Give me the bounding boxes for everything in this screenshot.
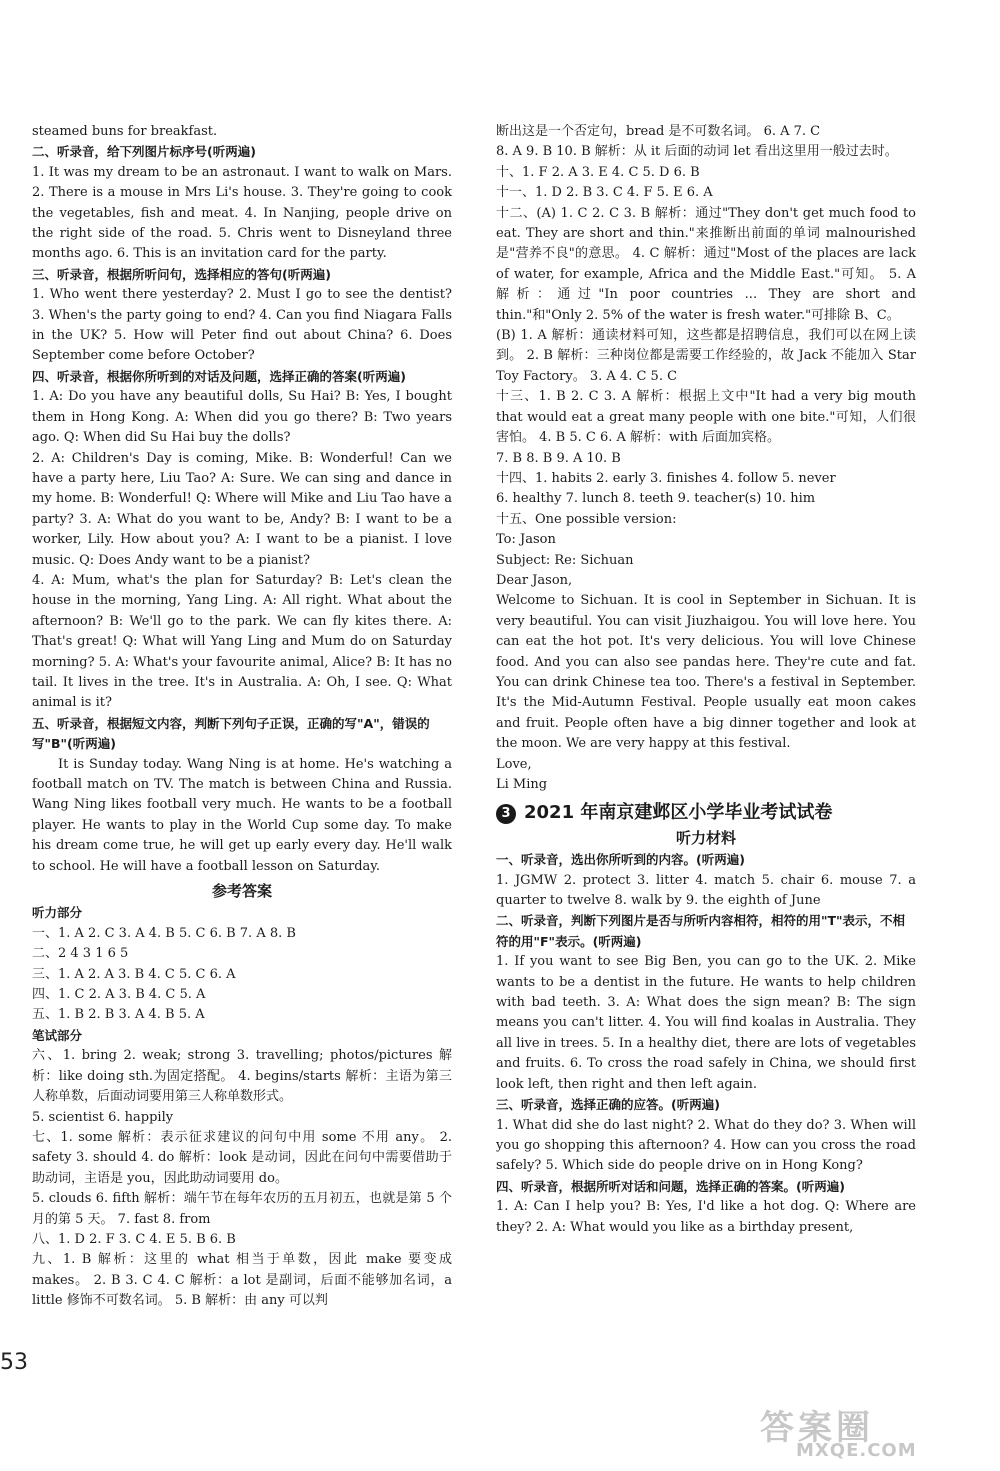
paragraph: 十、1. F 2. A 3. E 4. C 5. D 6. B: [496, 164, 700, 180]
paragraph: To: Jason: [496, 532, 556, 548]
paragraph: Subject: Re: Sichuan: [496, 552, 634, 568]
paragraph: 五、1. B 2. B 3. A 4. B 5. A: [32, 1007, 205, 1023]
paragraph: 二、2 4 3 1 6 5: [32, 946, 129, 962]
paragraph: 1. A: Do you have any beautiful dolls, Su Hai? B: Yes, I bought them in Hong Kong. A: When did you go there? B: Two years ago. Q: When did Su Hai buy the dolls?: [32, 389, 452, 446]
paragraph: (B) 1. A 解析：通读材料可知，这些都是招聘信息，我们可以在网上读到。 2. B 解析：三种岗位都是需要工作经验的，故 Jack 不能加入 Star Toy Factory。 3. A 4. C 5. C: [496, 328, 916, 384]
section-heading: 二、听录音，判断下列图片是否与所听内容相符，相符的用"T"表示，不相符的用"F"表示。(听两遍): [496, 913, 906, 949]
section-heading: 三、听录音，选择正确的应答。(听两遍): [496, 1097, 720, 1113]
paragraph: 1. What did she do last night? 2. What do they do? 3. When will you go shopping this afternoon? 4. How can you cross the road safely? 5. Which side do people drive on in Hong Kong?: [496, 1117, 916, 1174]
watermark-url: MXQE.COM: [796, 1440, 917, 1461]
paragraph: 5. scientist 6. happily: [32, 1109, 174, 1125]
paragraph: 十四、1. habits 2. early 3. finishes 4. follow 5. never: [496, 470, 836, 486]
paragraph: 八、1. D 2. F 3. C 4. E 5. B 6. B: [32, 1231, 236, 1247]
paragraph: 1. Who went there yesterday? 2. Must I go to see the dentist? 3. When's the party going to end? 4. Can you find Niagara Falls in the UK? 5. How will Peter find out about China? 6. Does September come before October?: [32, 287, 452, 364]
paragraph: steamed buns for breakfast.: [32, 124, 218, 139]
section-heading: 四、听录音，根据你所听到的对话及问题，选择正确的答案(听两遍): [32, 368, 406, 384]
paragraph: Li Ming: [496, 777, 548, 792]
page-number: 53: [0, 1350, 28, 1375]
paragraph: 4. A: Mum, what's the plan for Saturday? B: Let's clean the house in the morning, Yang Ling. A: All right. What about the afternoon? B: We'll go to the park. We can fly kites there. A: That's great! Q: What will Yang Ling and Mum do on Saturday morning? 5. A: What's your favourite animal, Alice? B: It has no tail. It lives in the tree. It's in Australia. A: Oh, I see. Q: What animal is it?: [32, 572, 452, 711]
paragraph: 8. A 9. B 10. B 解析：从 it 后面的动词 let 看出这里用一般过去时。: [496, 144, 898, 160]
paragraph: 1. JGMW 2. protect 3. litter 4. match 5. chair 6. mouse 7. a quarter to twelve 8. walk by 9. the eighth of June: [496, 872, 916, 909]
paragraph: 十五、One possible version:: [496, 511, 677, 527]
paragraph: Love,: [496, 756, 532, 772]
paragraph: 1. If you want to see Big Ben, you can go to the UK. 2. Mike wants to be a dentist in the future. He wants to help children with bad teeth. 3. A: What does the sign mean? B: The sign means you can't litter. 4. You will find koalas in Australia. They all live in trees. 5. In a healthy diet, there are lots of vegetables and fruits. 6. To cross the road safely in China, we should first look left, then right and then left again.: [496, 954, 916, 1092]
paragraph: 十三、1. B 2. C 3. A 解析：根据上文中"It had a very big mouth that would eat a great many people with one bite."可知，人们很害怕。 4. B 5. C 6. A 解析：with 后面加宾格。: [496, 389, 916, 446]
paragraph: 九、1. B 解析：这里的 what 相当于单数，因此 make 要变成 makes。 2. B 3. C 4. C 解析：a lot 是副词，后面不能够加名词，a little 修饰不可数名词。 5. B 解析：由 any 可以判: [32, 1252, 452, 1309]
paragraph: 7. B 8. B 9. A 10. B: [496, 450, 621, 466]
section-heading: 听力部分: [32, 905, 83, 921]
section-heading: 一、听录音，选出你所听到的内容。(听两遍): [496, 852, 745, 868]
exam-title: [496, 803, 916, 823]
section-heading: 五、听录音，根据短文内容，判断下列句子正误，正确的写"A"，错误的写"B"(听两遍): [32, 715, 430, 752]
paragraph: Dear Jason,: [496, 572, 573, 588]
paragraph: 十二、(A) 1. C 2. C 3. B 解析：通过"They don't get much food to eat. They are short and thin."来推断出前面的单词 malnourished 是"营养不良"的意思。 4. C 解析：通过"Most of the places are lack of water, for example, Africa and the Middle East."可知。 5. A 解析：通过"In poor countries ... They are short and thin."和"Only 2. 5% of the water is fresh water."可排除 B、C。: [496, 205, 916, 323]
exam-number-badge: 3: [496, 804, 516, 824]
paragraph: 断出这是一个否定句，bread 是不可数名词。 6. A 7. C: [496, 124, 821, 139]
centered-heading: 参考答案: [211, 882, 272, 901]
section-heading: 二、听录音，给下列图片标序号(听两遍): [32, 144, 256, 160]
section-heading: 笔试部分: [32, 1027, 83, 1043]
paragraph: It is Sunday today. Wang Ning is at home. He's watching a football match on TV. The match is between China and Russia. Wang Ning likes football very much. He wants to be a football player. He wants to play in the World Cup some day. To make his dream come true, he will get up early every day. He'll walk to school. He will have a football lesson on Saturday.: [32, 756, 452, 874]
section-heading: 四、听录音，根据所听对话和问题，选择正确的答案。(听两遍): [496, 1178, 845, 1194]
paragraph: 6. healthy 7. lunch 8. teeth 9. teacher(s) 10. him: [496, 491, 816, 507]
paragraph: 七、1. some 解析：表示征求建议的问句中用 some 不用 any。 2. safety 3. should 4. do 解析：look 是动词，因此在问句中需要借助于助动词，主语是 you，因此助动词要用 do。: [32, 1129, 452, 1186]
watermark-text: 答案圈: [760, 1408, 874, 1448]
right-column: [496, 122, 916, 1238]
paragraph: 1. It was my dream to be an astronaut. I want to walk on Mars. 2. There is a mouse in Mrs Li's house. 3. They're going to cook the vegetables, fish and meat. 4. In Nanjing, people drive on the right side of the road. 5. Chris went to Disneyland three months ago. 6. This is an invitation card for the party.: [32, 164, 452, 262]
paragraph: 三、1. A 2. A 3. B 4. C 5. C 6. A: [32, 966, 236, 982]
exam-title-text: 2021 年南京建邺区小学毕业考试试卷: [524, 802, 833, 824]
paragraph: 1. A: Can I help you? B: Yes, I'd like a hot dog. Q: Where are they? 2. A: What would you like as a birthday present,: [496, 1199, 916, 1235]
left-column: [32, 122, 452, 1312]
section-heading: 三、听录音，根据所听问句，选择相应的答句(听两遍): [32, 266, 331, 282]
paragraph: 5. clouds 6. fifth 解析：端午节在每年农历的五月初五，也就是第 5 个月的第 5 天。 7. fast 8. from: [32, 1191, 452, 1227]
paragraph: 2. A: Children's Day is coming, Mike. B: Wonderful! Can we have a party here, Liu Tao? A: Sure. We can sing and dance in my home. B: Wonderful! Q: Where will Mike and Liu Tao have a party? 3. A: What do you want to be, Andy? B: I want to be a worker, Lily. How about you? A: I want to be a pianist. I love music. Q: Does Andy want to be a pianist?: [32, 450, 452, 568]
paragraph: 六、1. bring 2. weak; strong 3. travelling; photos/pictures 解析：like doing sth.为固定搭配。 4. begins/starts 解析：主语为第三人称单数，后面动词要用第三人称单数形式。: [32, 1048, 452, 1105]
paragraph: 十一、1. D 2. B 3. C 4. F 5. E 6. A: [496, 185, 713, 201]
watermark: [760, 1400, 990, 1462]
centered-heading: 听力材料: [675, 828, 736, 847]
paragraph: 一、1. A 2. C 3. A 4. B 5. C 6. B 7. A 8. B: [32, 925, 296, 941]
paragraph: 四、1. C 2. A 3. B 4. C 5. A: [32, 987, 206, 1003]
paragraph: Welcome to Sichuan. It is cool in September in Sichuan. It is very beautiful. You can visit Jiuzhaigou. You will love here. You can eat the hot pot. It's very delicious. You will love Chinese food. And you can also see pandas here. They're cute and fat. You can drink Chinese tea too. There's a festival in September. It's the Mid-Autumn Festival. People usually eat moon cakes and fruit. People often have a big dinner together and look at the moon. We are very happy at this festival.: [496, 593, 916, 752]
